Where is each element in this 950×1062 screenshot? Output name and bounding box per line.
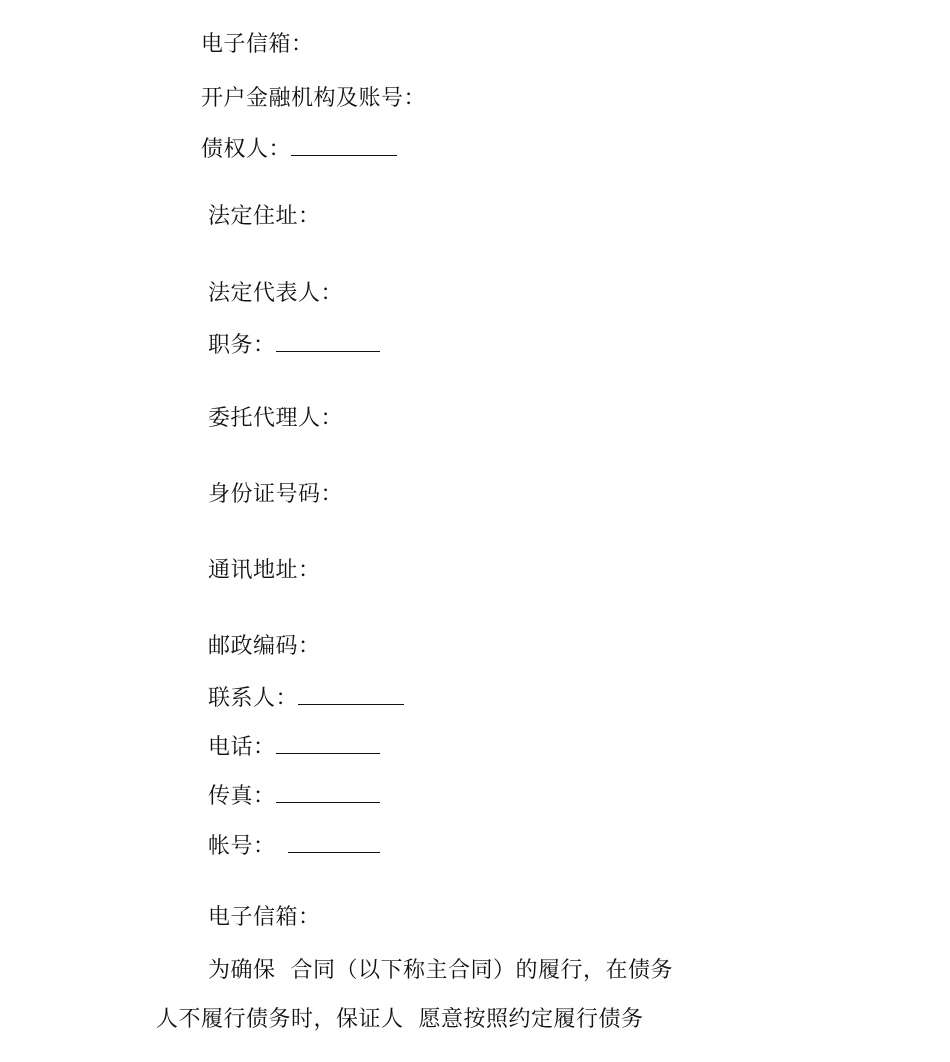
fax-label: 传真：	[207, 784, 276, 809]
email-label-1-text: 电子信箱：	[200, 32, 314, 57]
position-field	[178, 304, 380, 388]
contact-label: 联系人：	[207, 686, 298, 711]
creditor-blank[interactable]	[291, 137, 397, 156]
legal-rep-label-text: 法定代表人：	[207, 281, 343, 306]
agent-label	[178, 377, 343, 461]
position-blank[interactable]	[276, 333, 380, 352]
mail-address-label	[178, 529, 321, 613]
creditor-label: 债权人：	[200, 137, 291, 162]
position-label: 职务：	[207, 333, 276, 358]
paragraph-line-2-text: 人不履行债务时，保证人 愿意按照约定履行债务	[155, 1007, 644, 1032]
paragraph-line-1-text: 为确保 合同（以下称主合同）的履行，在债务	[207, 958, 673, 983]
phone-blank[interactable]	[276, 735, 380, 754]
phone-label: 电话：	[207, 735, 276, 760]
bank-account-label-text: 开户金融机构及账号：	[200, 86, 426, 111]
id-number-label-text: 身份证号码：	[207, 482, 343, 507]
paragraph-line-2	[126, 978, 643, 1062]
agent-label-text: 委托代理人：	[207, 406, 343, 431]
postal-code-label-text: 邮政编码：	[207, 634, 321, 659]
fax-blank[interactable]	[276, 784, 380, 803]
contact-blank[interactable]	[298, 686, 404, 705]
mail-address-label-text: 通讯地址：	[207, 558, 321, 583]
email-label-2-text: 电子信箱：	[207, 905, 321, 930]
id-number-label	[178, 453, 343, 537]
account-label: 帐号：	[207, 834, 276, 859]
account-blank[interactable]	[288, 834, 380, 853]
legal-address-label	[178, 175, 321, 259]
legal-address-label-text: 法定住址：	[207, 204, 321, 229]
